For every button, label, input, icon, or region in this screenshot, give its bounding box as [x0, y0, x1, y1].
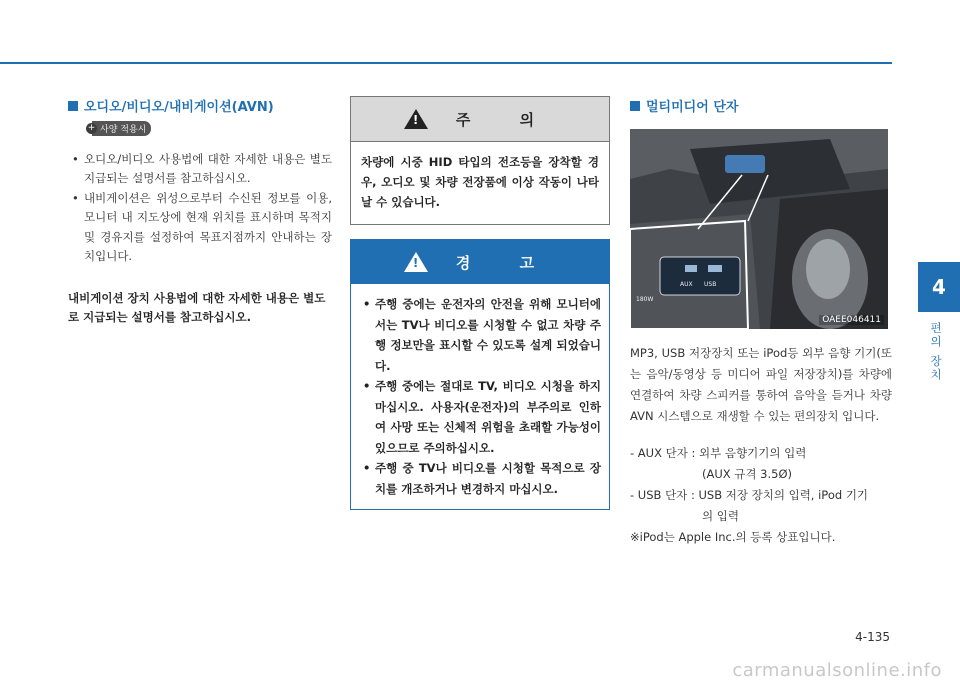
- list-item: • 오디오/비디오 사용법에 대한 자세한 내용은 별도 지급되는 설명서를 참고하십시오.: [68, 150, 332, 189]
- multimedia-description: MP3, USB 저장장치 또는 iPod등 외부 음향 기기(또는 음악/동영상 등 미디어 파일 저장장치)를 차량에 연결하여 차량 스피커를 통하여 음악을 듣거나 차량 AVN 시스템으로 재생할 수 있는 편의장치 입니다.: [630, 346, 892, 423]
- page-number: 4-135: [855, 630, 890, 644]
- chapter-label: 편의 장치: [929, 322, 943, 382]
- list-item: • 내비게이션은 위성으로부터 수신된 정보를 이용, 모니터 내 지도상에 현재 위치를 표시하며 목적지 및 경유지를 설정하여 목표지점까지 안내하는 장치입니다.: [68, 189, 332, 267]
- caution-box: [350, 96, 610, 225]
- section-title-multimedia: [630, 96, 892, 115]
- option-badge: [86, 121, 151, 136]
- aux-label: AUX: [680, 281, 693, 288]
- section-title-text: 오디오/비디오/내비게이션(AVN): [84, 100, 274, 115]
- right-column: [630, 96, 892, 548]
- warning-bullet-list: [359, 294, 601, 499]
- option-badge-text: 사양 적용시: [92, 121, 151, 136]
- warning-triangle-icon: [404, 252, 428, 272]
- section-title-avn: [68, 96, 332, 115]
- aux-spec-line: - AUX 단자 : 외부 음향기기의 입력: [630, 446, 807, 460]
- watermark: carmanualsonline.info: [732, 660, 942, 681]
- section-square-icon: [68, 101, 78, 111]
- plus-icon: +: [87, 123, 96, 133]
- usb-label: USB: [704, 281, 717, 288]
- usb-spec-line-2: 의 입력: [702, 509, 739, 523]
- list-item: • 주행 중에는 절대로 TV, 비디오 시청을 하지 마십시오. 사용자(운전자)의 부주의로 인하여 사망 또는 신체적 위험을 초래할 가능성이 있으므로 주의하십시오.: [359, 376, 601, 458]
- warning-title: 경 고: [455, 253, 557, 272]
- photo-code: OAEE046411: [819, 315, 884, 325]
- list-item: • 주행 중 TV나 비디오를 시청할 목적으로 장치를 개조하거나 변경하지 마십시오.: [359, 458, 601, 499]
- warning-triangle-icon: [404, 109, 428, 129]
- console-illustration: [630, 129, 888, 329]
- list-item: • 주행 중에는 운전자의 안전을 위해 모니터에서는 TV나 비디오를 시청할 수 없고 차량 주행 정보만을 표시할 수 있도록 설계 되었습니다.: [359, 294, 601, 376]
- left-column: [68, 96, 332, 328]
- avn-manual-note: 내비게이션 장치 사용법에 대한 자세한 내용은 별도로 지급되는 설명서를 참고하십시오.: [68, 290, 326, 324]
- warning-header: [351, 240, 609, 284]
- usb-spec-line: - USB 단자 : USB 저장 장치의 입력, iPod 기기: [630, 488, 869, 502]
- section-title-text: 멀티미디어 단자: [646, 100, 739, 115]
- trademark-note: ※iPod는 Apple Inc.의 등록 상표입니다.: [630, 530, 836, 544]
- caution-body: 차량에 시중 HID 타입의 전조등을 장착할 경우, 오디오 및 차량 전장품에 이상 작동이 나타날 수 있습니다.: [361, 155, 599, 209]
- section-square-icon: [630, 101, 640, 111]
- caution-title: 주 의: [455, 110, 557, 129]
- warning-box: [350, 239, 610, 510]
- middle-column: [350, 96, 610, 510]
- multimedia-port-photo: [630, 129, 888, 329]
- avn-bullet-list: [68, 150, 332, 267]
- caution-header: [351, 97, 609, 142]
- power-label: 180W: [636, 296, 654, 303]
- top-rule: [0, 62, 892, 64]
- chapter-tab: 4: [918, 262, 960, 312]
- aux-spec-line-2: (AUX 규격 3.5Ø): [702, 467, 793, 481]
- warning-body: [351, 284, 609, 509]
